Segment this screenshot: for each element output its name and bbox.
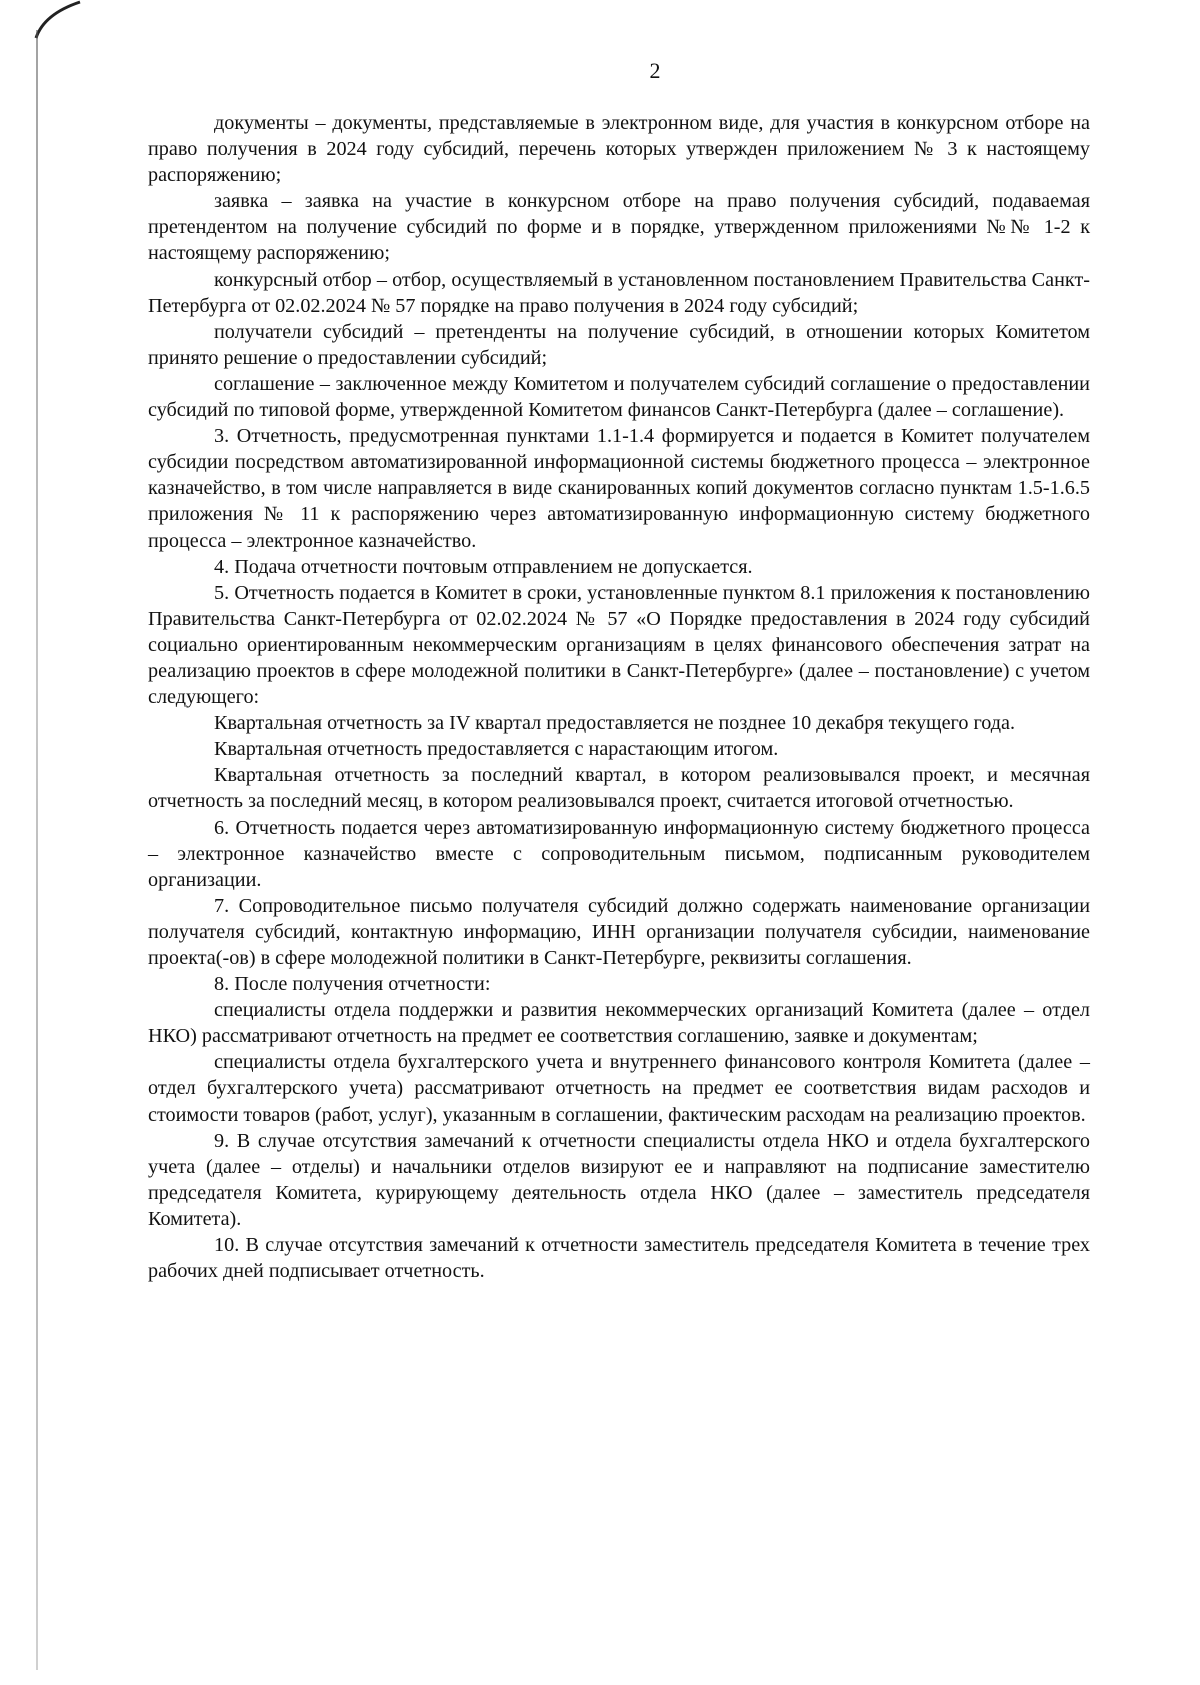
paragraph-quarterly-q4: Квартальная отчетность за IV квартал предоставляется не позднее 10 декабря текущего года. <box>214 712 1016 735</box>
paragraph-final-reporting: Квартальная отчетность за последний квартал, в котором реализовывался проект, и месячная отчетность за последний месяц, в котором реализовывался проект, считается итоговой отчетностью. <box>148 764 1090 813</box>
paragraph-agreement: соглашение – заключенное между Комитетом и получателем субсидий соглашение о предоставлении субсидий по типовой форме, утвержденной Комитетом финансов Санкт-Петербурга (далее – соглашение). <box>148 372 1090 422</box>
paragraph-application: заявка – заявка на участие в конкурсном отборе на право получения субсидий, подаваемая претендентом на получение субсидий по форме и в порядке, утвержденном приложениями №№ 1-2 к настоящему распоряжению; <box>148 190 1090 265</box>
paragraph-competitive-selection: конкурсный отбор – отбор, осуществляемый в установленном постановлением Правительства Санкт-Петербурга от 02.02.2024 № 57 порядке на право получения в 2024 году субсидий; <box>148 268 1090 317</box>
scan-corner-mark <box>34 0 84 40</box>
paragraph-accounting-department: специалисты отдела бухгалтерского учета и внутреннего финансового контроля Комитета (далее – отдел бухгалтерского учета) рассматривают отчетность на предмет ее соответствия видам расходов и стоимости товаров (работ, услуг), указанным в соглашении, фактическим расходам на реализацию проектов. <box>148 1051 1090 1126</box>
paragraph-documents: документы – документы, представляемые в электронном виде, для участия в конкурсном отборе на право получения в 2024 году субсидий, перечень которых утвержден приложением № 3 к настоящему распоряжению; <box>148 112 1090 187</box>
paragraph-item-7: 7. Сопроводительное письмо получателя субсидий должно содержать наименование организации получателя субсидий, контактную информацию, ИНН организации получателя субсидии, наименование проекта(-ов) в сфере молодежной политики в Санкт-Петербурге, реквизиты соглашения. <box>148 894 1090 969</box>
paragraph-item-4: 4. Подача отчетности почтовым отправлением не допускается. <box>214 555 753 578</box>
paragraph-quarterly-cumulative: Квартальная отчетность предоставляется с нарастающим итогом. <box>214 738 779 761</box>
paragraph-item-5: 5. Отчетность подается в Комитет в сроки, установленные пунктом 8.1 приложения к постановлению Правительства Санкт-Петербурга от 02.02.2024 № 57 «О Порядке предоставления в 2024 году субсидий социально ориентированным некоммерческим организациям в целях финансового обеспечения затрат на реализацию проектов в сфере молодежной политики в Санкт-Петербурге» (далее – постановление) с учетом следующего: <box>148 581 1090 709</box>
page-number: 2 <box>649 58 661 83</box>
paragraph-item-6: 6. Отчетность подается через автоматизированную информационную систему бюджетного процесса – электронное казначейство вместе с сопроводительным письмом, подписанным руководителем организации. <box>148 816 1090 891</box>
paragraph-item-8: 8. После получения отчетности: <box>214 973 491 996</box>
paragraph-recipients: получатели субсидий – претенденты на получение субсидий, в отношении которых Комитетом принято решение о предоставлении субсидий; <box>148 320 1090 369</box>
scan-edge-line <box>36 30 38 1670</box>
paragraph-nko-department: специалисты отдела поддержки и развития некоммерческих организаций Комитета (далее – отдел НКО) рассматривают отчетность на предмет ее соответствия соглашению, заявке и документам; <box>148 999 1090 1048</box>
paragraph-item-9: 9. В случае отсутствия замечаний к отчетности специалисты отдела НКО и отдела бухгалтерского учета (далее – отделы) и начальники отделов визируют ее и направляют на подписание заместителю председателя Комитета, курирующему деятельность отдела НКО (далее – заместитель председателя Комитета). <box>148 1129 1090 1230</box>
paragraph-item-10: 10. В случае отсутствия замечаний к отчетности заместитель председателя Комитета в течение трех рабочих дней подписывает отчетность. <box>148 1234 1090 1283</box>
paragraph-item-3: 3. Отчетность, предусмотренная пунктами 1.1-1.4 формируется и подается в Комитет получателем субсидии посредством автоматизированной информационной системы бюджетного процесса – электронное казначейство, в том числе направляется в виде сканированных копий документов согласно пунктам 1.5-1.6.5 приложения № 11 к распоряжению через автоматизированную информационную систему бюджетного процесса – электронное казначейство. <box>148 425 1090 552</box>
document-body <box>148 110 1090 1284</box>
